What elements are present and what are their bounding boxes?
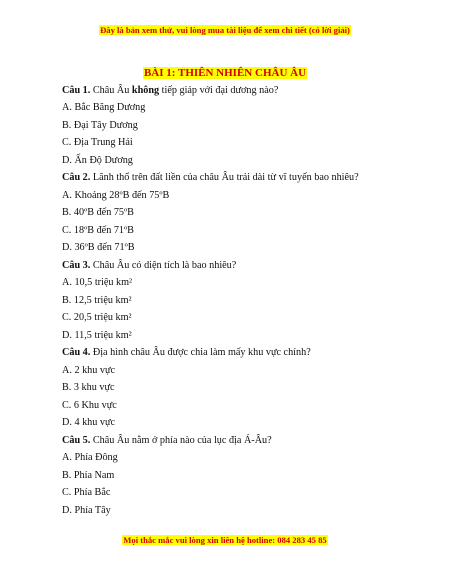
question-3-option-b: B. 12,5 triệu km² — [62, 295, 132, 306]
question-5-option-a: A. Phía Đông — [62, 452, 118, 463]
question-1-option-d: D. Ấn Độ Dương — [62, 155, 133, 166]
question-2-option-d: D. 36ºB đến 71ºB — [62, 242, 135, 253]
question-4-option-b: B. 3 khu vực — [62, 382, 115, 393]
question-1-option-c: C. Địa Trung Hải — [62, 137, 133, 148]
page-title — [0, 67, 450, 79]
question-1-label: Câu 1. — [62, 85, 91, 96]
question-1-option-b: B. Đại Tây Dương — [62, 120, 138, 131]
question-1-text-after: tiếp giáp với đại dương nào? — [159, 85, 279, 96]
question-4-option-d: D. 4 khu vực — [62, 417, 116, 428]
question-4 — [62, 347, 311, 359]
question-4-option-a: A. 2 khu vực — [62, 365, 116, 376]
question-5 — [62, 435, 272, 447]
page-title-text: BÀI 1: THIÊN NHIÊN CHÂU ÂU — [143, 67, 307, 79]
question-3-text: Châu Âu có diện tích là bao nhiêu? — [90, 260, 237, 271]
question-2-text: Lãnh thổ trên đất liền của châu Âu trải dài từ vĩ tuyến bao nhiêu? — [90, 172, 359, 183]
question-5-option-d: D. Phía Tây — [62, 505, 111, 516]
question-5-label: Câu 5. — [62, 435, 91, 446]
question-4-label: Câu 4. — [62, 347, 91, 358]
question-3-label: Câu 3. — [62, 260, 91, 271]
preview-notice-text: Đây là bản xem thử, vui lòng mua tài liệu để xem chi tiết (có lời giải) — [100, 25, 350, 35]
hotline-notice-text: Mọi thắc mắc vui lòng xin liên hệ hotline: 084 283 45 85 — [123, 535, 327, 545]
question-1 — [62, 85, 278, 97]
hotline-notice — [0, 535, 450, 545]
question-2 — [62, 172, 359, 184]
question-5-option-c: C. Phía Bắc — [62, 487, 111, 498]
question-2-option-c: C. 18ºB đến 71ºB — [62, 225, 134, 236]
question-3-option-d: D. 11,5 triệu km² — [62, 330, 132, 341]
question-2-option-a: A. Khoảng 28ºB đến 75ºB — [62, 190, 170, 201]
question-1-emphasis: không — [131, 85, 160, 96]
question-3 — [62, 260, 236, 272]
question-1-text-before: Châu Âu — [90, 85, 132, 96]
preview-notice — [0, 25, 450, 35]
question-2-label: Câu 2. — [62, 172, 91, 183]
question-4-option-c: C. 6 Khu vực — [62, 400, 117, 411]
question-1-option-a: A. Bắc Băng Dương — [62, 102, 146, 113]
question-5-text: Châu Âu nằm ở phía nào của lục địa Á-Âu? — [90, 435, 272, 446]
question-5-option-b: B. Phía Nam — [62, 470, 115, 481]
question-4-text: Địa hình châu Âu được chia làm mấy khu vực chính? — [90, 347, 311, 358]
question-3-option-c: C. 20,5 triệu km² — [62, 312, 132, 323]
question-3-option-a: A. 10,5 triệu km² — [62, 277, 133, 288]
question-2-option-b: B. 40ºB đến 75ºB — [62, 207, 134, 218]
